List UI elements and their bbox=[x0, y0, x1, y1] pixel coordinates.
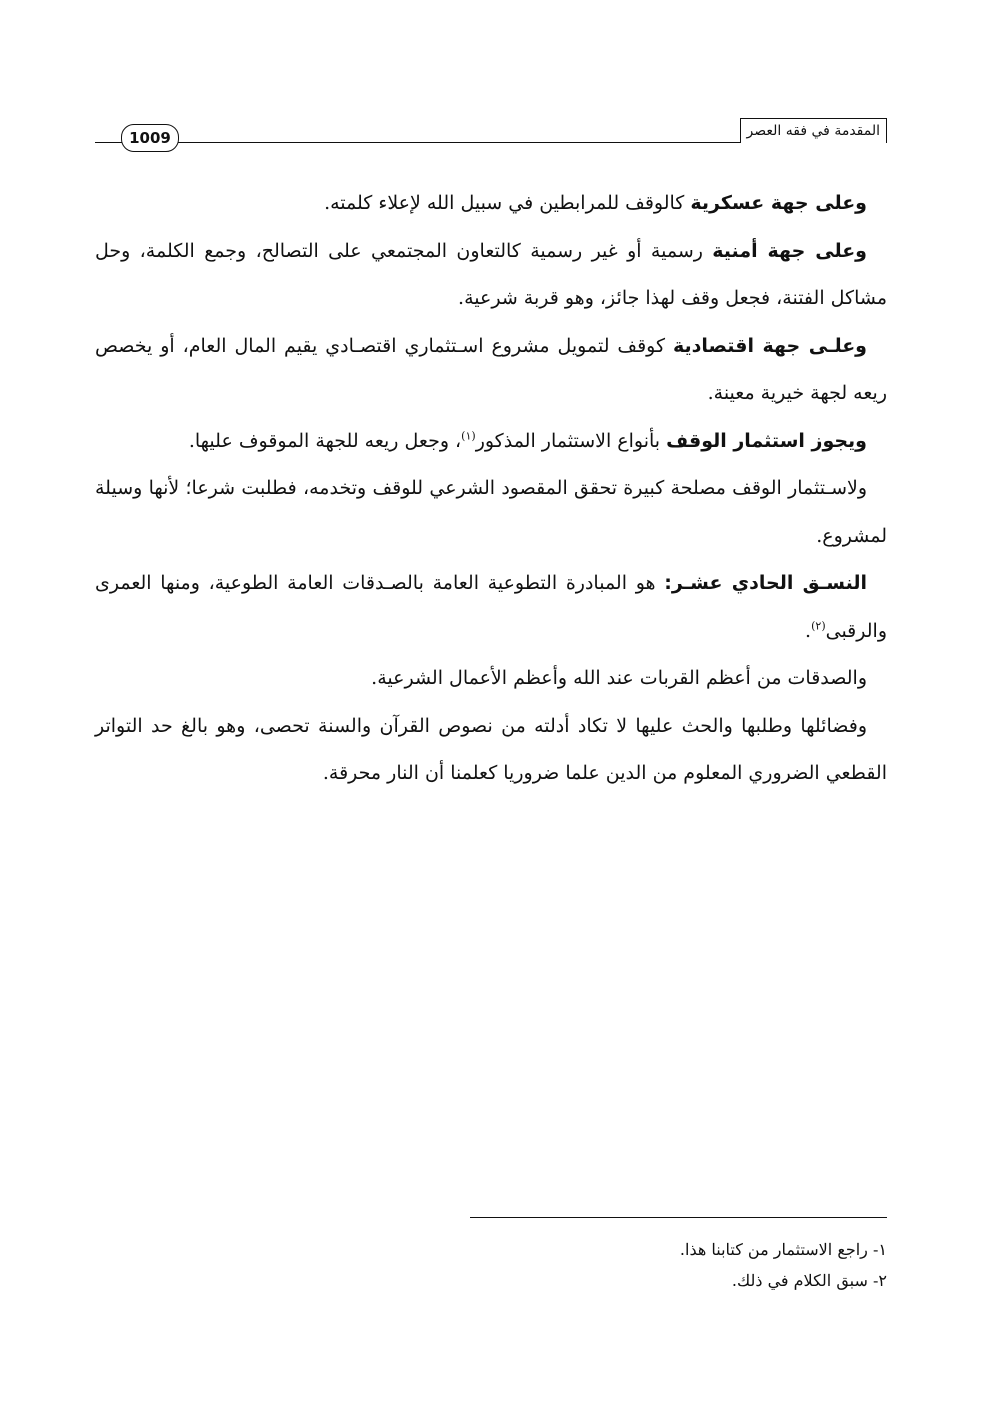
paragraph-lead: النسـق الحادي عشـر: bbox=[664, 572, 868, 594]
page-number: 1009 bbox=[121, 124, 179, 152]
footnotes bbox=[470, 1234, 887, 1296]
paragraph-text: كالوقف للمرابطين في سبيل الله لإعلاء كلمته. bbox=[324, 192, 691, 214]
paragraph-lead: وعلـى جهة اقتصادية bbox=[672, 334, 867, 357]
paragraph-lead: وعلى جهة عسكرية bbox=[690, 192, 867, 214]
paragraph-text: وفضائلها وطلبها والحث عليها لا تكاد أدلته من نصوص القرآن والسنة تحصى، وهو بالغ حد التواتر القطعي الضروري المعلوم من الدين علما ضروريا كعلمنا أن النار محرقة. bbox=[95, 714, 887, 784]
paragraph-text: كوقف لتمويل مشروع اسـتثماري اقتصـادي يقيم المال العام، أو يخصص ريعه لجهة خيرية معينة. bbox=[95, 334, 887, 404]
footnote-2: ٢- سبق الكلام في ذلك. bbox=[731, 1271, 887, 1290]
paragraph-charity-virtues bbox=[95, 703, 887, 798]
paragraph-text: بأنواع الاستثمار المذكور bbox=[475, 429, 667, 452]
paragraph-investment-benefit bbox=[95, 465, 887, 560]
paragraph-economic bbox=[95, 323, 887, 418]
paragraph-text: والصدقات من أعظم القربات عند الله وأعظم الأعمال الشرعية. bbox=[371, 667, 867, 689]
paragraph-charity bbox=[95, 655, 887, 703]
paragraph-text: ولاسـتثمار الوقف مصلحة كبيرة تحقق المقصود الشرعي للوقف وتخدمه، فطلبت شرعا؛ لأنها وسيلة لمشروع. bbox=[95, 477, 887, 547]
footnote-separator bbox=[470, 1217, 887, 1218]
book-title: المقدمة في فقه العصر bbox=[740, 118, 887, 143]
footnote-ref-1: (١) bbox=[461, 429, 476, 443]
footnote-1: ١- راجع الاستثمار من كتابنا هذا. bbox=[679, 1240, 887, 1259]
paragraph-tail: ، وجعل ريعه للجهة الموقوف عليها. bbox=[188, 429, 462, 452]
paragraph-text: رسمية أو غير رسمية كالتعاون المجتمعي على التصالح، وجمع الكلمة، وحل مشاكل الفتنة، فجعل وقف لهذا جائز، وهو قربة شرعية. bbox=[95, 239, 887, 309]
paragraph-eleventh-pattern bbox=[95, 560, 887, 655]
paragraph-tail: . bbox=[805, 619, 812, 642]
paragraph-text: هو المبادرة التطوعية العامة بالصـدقات العامة الطوعية، ومنها العمرى والرقبى bbox=[95, 572, 887, 642]
page-header bbox=[95, 118, 887, 148]
paragraph-military bbox=[95, 180, 887, 228]
paragraph-lead: ويجوز استثمار الوقف bbox=[666, 429, 867, 452]
paragraph-lead: وعلى جهة أمنية bbox=[712, 239, 867, 262]
footnote-ref-2: (٢) bbox=[811, 619, 826, 633]
paragraph-security bbox=[95, 228, 887, 323]
paragraph-investment bbox=[95, 418, 887, 466]
main-text bbox=[95, 180, 887, 798]
